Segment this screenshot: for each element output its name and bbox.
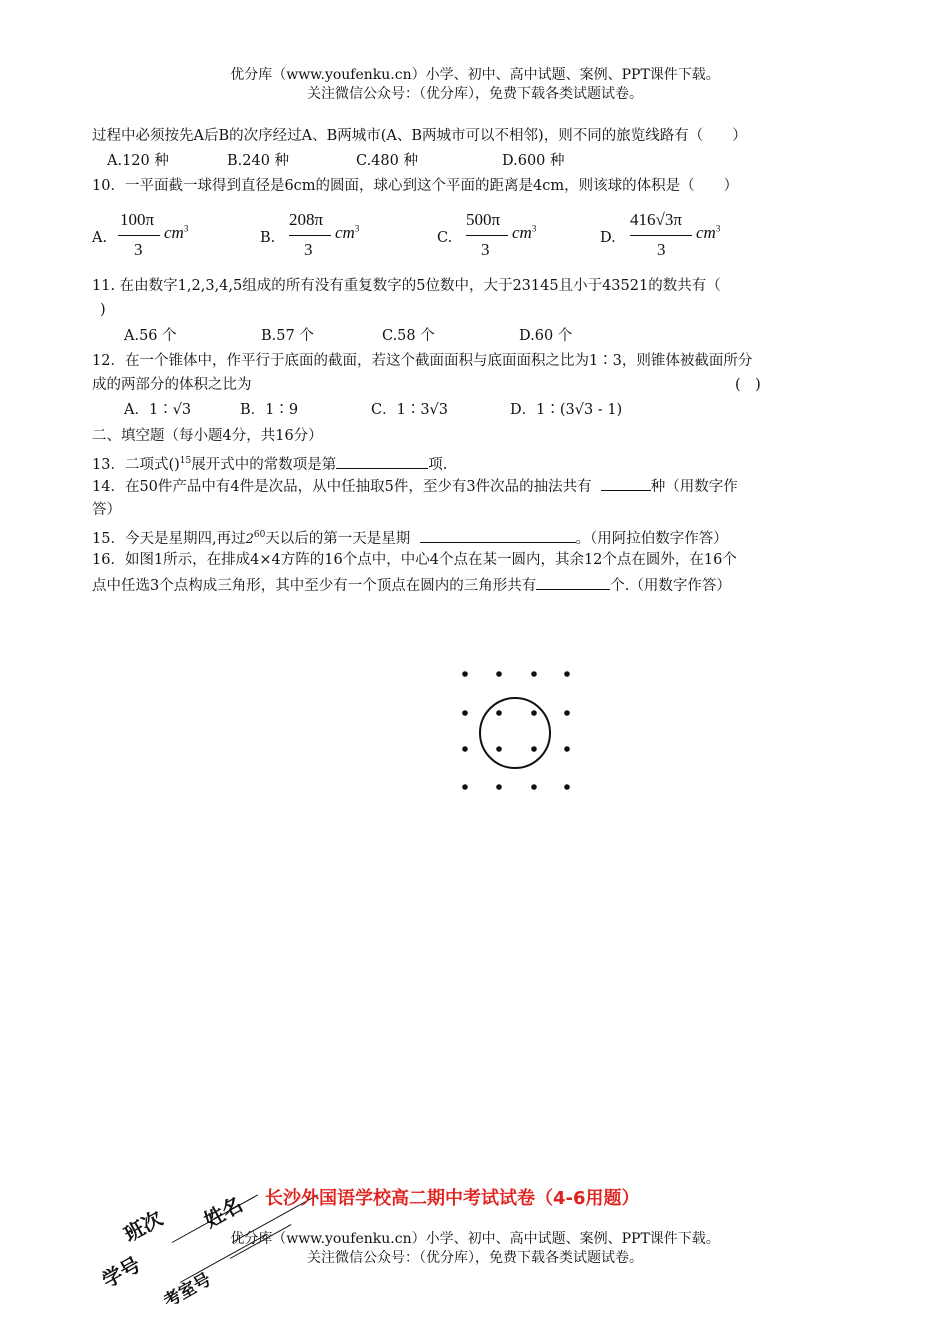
grid-dot-outside — [564, 784, 570, 790]
seal-label-exam-room: 考室号 — [160, 1269, 215, 1312]
q11-option-c: C.58 个 — [382, 328, 435, 344]
q13-middle: 展开式中的常数项是第 — [191, 456, 337, 473]
seal-label-class: 班次 — [119, 1206, 167, 1247]
header-line-1: 优分库（www.youfenku.cn）小学、初中、高中试题、案例、PPT课件下载。 — [230, 67, 720, 83]
q10-text: 10．一平面截一球得到直径是6cm的圆面，球心到这个平面的距离是4cm，则该球的体积是（ ） — [92, 178, 739, 194]
grid-dot-outside — [496, 784, 502, 790]
seal-label-name: 姓名 — [199, 1192, 247, 1233]
q12-option-d: D．1∶(3√3 - 1) — [510, 402, 623, 418]
q10-d-denominator: 3 — [657, 240, 666, 259]
grid-dot-outside — [462, 784, 468, 790]
fraction-bar — [118, 235, 160, 236]
q12-option-c: C．1∶3√3 — [371, 402, 449, 418]
q15-answer-blank[interactable] — [420, 528, 576, 543]
q15-after: 。（用阿拉伯数字作答） — [575, 530, 728, 547]
inner-circle — [480, 698, 550, 768]
grid-dot-inside — [496, 710, 502, 716]
fraction-bar — [466, 235, 508, 236]
q16-answer-blank[interactable] — [536, 575, 610, 590]
q14-line-2: 答） — [92, 502, 121, 518]
grid-dot-outside — [564, 671, 570, 677]
q16-line-2 — [92, 575, 731, 596]
q10-option-d — [630, 210, 730, 270]
q14-after: 种（用数字作 — [650, 479, 738, 495]
grid-dot-outside — [496, 671, 502, 677]
q10-label-d: D. — [600, 230, 616, 246]
grid-dot-inside — [531, 710, 537, 716]
q10-d-unit: $cm^3$ — [696, 223, 721, 242]
q10-b-numerator: 208π — [289, 210, 324, 229]
grid-dot-outside — [531, 784, 537, 790]
q13-text — [92, 451, 447, 475]
q13-before: 13．二项式() — [92, 456, 180, 473]
q10-option-c — [466, 210, 556, 270]
q15-before: 15．今天是星期四,再过 — [92, 530, 246, 547]
q11-option-b: B.57 个 — [261, 328, 314, 344]
q10-option-a — [118, 210, 208, 270]
grid-dot-inside — [531, 746, 537, 752]
grid-dot-outside — [531, 671, 537, 677]
section-2-heading: 二、填空题（每小题4分，共16分） — [92, 428, 323, 444]
q9-option-a: A.120 种 — [107, 153, 169, 169]
q15-base: 2 — [245, 531, 254, 547]
q9-option-d: D.600 种 — [502, 153, 565, 169]
fraction-bar — [630, 235, 692, 236]
q11-text-end: ) — [100, 302, 106, 318]
q10-a-denominator: 3 — [134, 240, 143, 259]
q12-paren: ( ) — [735, 377, 761, 393]
grid-dot-inside — [496, 746, 502, 752]
footer-line-2: 关注微信公众号：（优分库），免费下载各类试题试卷。 — [307, 1250, 643, 1266]
grid-dot-outside — [462, 671, 468, 677]
q10-option-b — [289, 210, 379, 270]
fraction-bar — [289, 235, 331, 236]
q13-answer-blank[interactable] — [336, 454, 428, 469]
q10-label-a: A. — [92, 230, 108, 246]
q10-a-unit: $cm^3$ — [164, 223, 189, 242]
q11-option-d: D.60 个 — [519, 328, 573, 344]
footer-line-1: 优分库（www.youfenku.cn）小学、初中、高中试题、案例、PPT课件下载。 — [230, 1231, 720, 1247]
exam-title: 长沙外国语学校高二期中考试试卷（4-6用题） — [265, 1188, 640, 1209]
q12-option-a: A．1∶√3 — [124, 402, 192, 418]
q12-line-2: 成的两部分的体积之比为 — [92, 377, 252, 393]
q14-before: 14．在50件产品中有4件是次品，从中任抽取5件，至少有3件次品的抽法共有 — [92, 479, 592, 495]
q10-b-unit: $cm^3$ — [335, 223, 360, 242]
q9-text: 过程中必须按先A后B的次序经过A、B两城市(A、B两城市可以不相邻)，则不同的旅览线路有（ ） — [92, 128, 747, 144]
q16-after: 个.（用数字作答） — [610, 578, 731, 594]
q15-middle: 天以后的第一天是星期 — [265, 530, 411, 547]
q10-a-numerator: 100π — [120, 210, 155, 229]
grid-dot-outside — [462, 710, 468, 716]
q10-b-denominator: 3 — [304, 240, 313, 259]
q11-option-a: A.56 个 — [124, 328, 177, 344]
grid-dot-outside — [564, 746, 570, 752]
q16-line-1: 16．如图1所示，在排成4×4方阵的16个点中，中心4个点在某一圆内，其余12个点在圆外，在16个 — [92, 552, 737, 568]
q14-answer-blank[interactable] — [601, 476, 651, 491]
q10-label-b: B. — [260, 230, 276, 246]
q9-option-c: C.480 种 — [356, 153, 418, 169]
grid-dot-outside — [462, 746, 468, 752]
q12-option-b: B．1∶9 — [240, 402, 299, 418]
q15-text — [92, 525, 728, 550]
q14-text — [92, 476, 738, 497]
q10-c-numerator: 500π — [466, 210, 501, 229]
q10-d-numerator: 416√3π — [630, 210, 682, 229]
grid-dot-outside — [564, 710, 570, 716]
q15-exp: 60 — [253, 530, 266, 540]
q13-after: 项. — [428, 456, 448, 473]
q9-option-b: B.240 种 — [227, 153, 290, 169]
q16-before: 点中任选3个点构成三角形，其中至少有一个顶点在圆内的三角形共有 — [92, 578, 537, 594]
q13-sup: 15 — [179, 456, 192, 466]
q10-c-unit: $cm^3$ — [512, 223, 537, 242]
dot-grid-figure — [450, 660, 580, 800]
seal-label-student-id: 学号 — [97, 1252, 145, 1293]
q10-c-denominator: 3 — [481, 240, 490, 259]
q11-text: 11. 在由数字1,2,3,4,5组成的所有没有重复数字的5位数中，大于23145且小于43521的数共有（ — [92, 278, 721, 294]
q10-label-c: C. — [437, 230, 453, 246]
q12-line-1: 12．在一个锥体中，作平行于底面的截面，若这个截面面积与底面面积之比为1∶3，则锥体被截面所分 — [92, 353, 753, 369]
header-line-2: 关注微信公众号：（优分库），免费下载各类试题试卷。 — [307, 86, 643, 102]
